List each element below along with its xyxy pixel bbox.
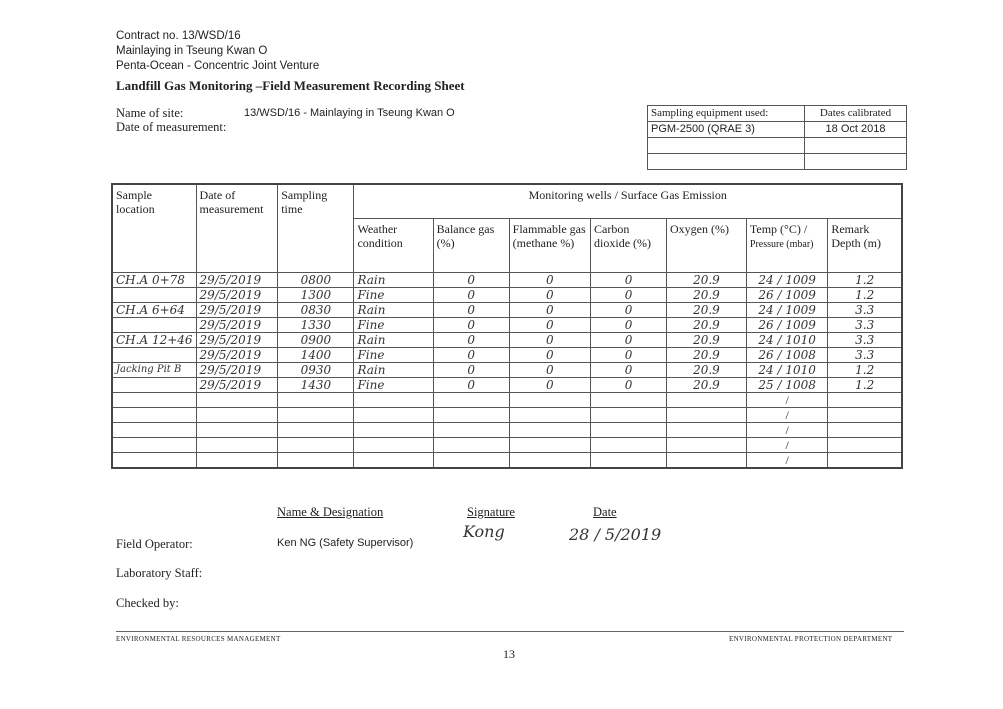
field-operator-name: Ken NG (Safety Supervisor) — [277, 537, 414, 549]
equipment-empty-cell — [648, 154, 805, 170]
equipment-empty-cell — [805, 138, 907, 154]
cell-flammable: 0 — [509, 273, 590, 288]
cell-weather: Fine — [354, 348, 433, 363]
cell-weather — [354, 438, 433, 453]
header-carbon-dioxide: Carbon dioxide (%) — [591, 219, 667, 273]
cell-balance — [433, 393, 509, 408]
cell-remark: 1.2 — [828, 273, 902, 288]
table-row — [112, 393, 902, 408]
footer-divider — [116, 631, 904, 632]
cell-temp-pressure: 24 / 1009 — [746, 273, 827, 288]
cell-balance — [433, 408, 509, 423]
footer-left: ENVIRONMENTAL RESOURCES MANAGEMENT — [116, 635, 281, 643]
header-temp-pressure — [746, 219, 827, 273]
cell-co2: 0 — [591, 288, 667, 303]
cell-balance: 0 — [433, 303, 509, 318]
cell-remark: 3.3 — [828, 348, 902, 363]
cell-oxygen: 20.9 — [666, 363, 746, 378]
cell-co2 — [591, 438, 667, 453]
cell-remark: 1.2 — [828, 288, 902, 303]
table-row — [112, 303, 902, 318]
cell-flammable: 0 — [509, 318, 590, 333]
equipment-table — [647, 105, 907, 170]
header-balance-gas: Balance gas (%) — [433, 219, 509, 273]
cell-weather: Rain — [354, 363, 433, 378]
header-location: Sample location — [112, 184, 196, 273]
measurement-date-label: Date of measurement: — [116, 120, 227, 134]
cell-co2: 0 — [591, 303, 667, 318]
cell-location — [112, 453, 196, 469]
cell-remark: 3.3 — [828, 318, 902, 333]
cell-oxygen: 20.9 — [666, 333, 746, 348]
cell-remark: 3.3 — [828, 303, 902, 318]
cell-date: 29/5/2019 — [196, 318, 278, 333]
cell-co2: 0 — [591, 318, 667, 333]
contractor-name: Penta-Ocean - Concentric Joint Venture — [116, 60, 320, 72]
signature-header: Signature — [467, 505, 515, 519]
cell-time: 1400 — [278, 348, 354, 363]
cell-co2: 0 — [591, 333, 667, 348]
field-operator-label: Field Operator: — [116, 537, 193, 551]
cell-flammable — [509, 453, 590, 469]
cell-date: 29/5/2019 — [196, 333, 278, 348]
cell-time — [278, 408, 354, 423]
header-remark: Remark Depth (m) — [828, 219, 902, 273]
cell-oxygen — [666, 438, 746, 453]
field-operator-date: 28 / 5/2019 — [569, 525, 662, 544]
cell-weather: Fine — [354, 288, 433, 303]
cell-temp-pressure: 25 / 1008 — [746, 378, 827, 393]
cell-weather: Fine — [354, 318, 433, 333]
cell-time: 1300 — [278, 288, 354, 303]
header-oxygen: Oxygen (%) — [666, 219, 746, 273]
cell-weather: Fine — [354, 378, 433, 393]
cell-co2 — [591, 423, 667, 438]
cell-date: 29/5/2019 — [196, 363, 278, 378]
cell-oxygen — [666, 393, 746, 408]
cell-co2: 0 — [591, 348, 667, 363]
cell-flammable — [509, 423, 590, 438]
table-row — [112, 333, 902, 348]
cell-location — [112, 288, 196, 303]
cell-location — [112, 423, 196, 438]
cell-co2: 0 — [591, 378, 667, 393]
cell-remark — [828, 423, 902, 438]
cell-flammable: 0 — [509, 288, 590, 303]
cell-balance: 0 — [433, 318, 509, 333]
cell-oxygen: 20.9 — [666, 288, 746, 303]
cell-date — [196, 393, 278, 408]
cell-time: 1430 — [278, 378, 354, 393]
cell-oxygen — [666, 423, 746, 438]
calibration-header: Dates calibrated — [805, 106, 907, 122]
cell-balance: 0 — [433, 333, 509, 348]
cell-date — [196, 423, 278, 438]
cell-flammable: 0 — [509, 363, 590, 378]
date-header: Date — [593, 505, 617, 519]
cell-location — [112, 378, 196, 393]
cell-temp-pressure: / — [746, 438, 827, 453]
cell-temp-pressure: / — [746, 453, 827, 469]
table-row — [112, 423, 902, 438]
field-operator-signature: Kong — [463, 522, 505, 541]
table-row — [112, 348, 902, 363]
cell-time — [278, 438, 354, 453]
cell-time — [278, 393, 354, 408]
site-name-label: Name of site: — [116, 106, 184, 120]
cell-weather — [354, 423, 433, 438]
contract-number: Contract no. 13/WSD/16 — [116, 30, 241, 42]
cell-date: 29/5/2019 — [196, 348, 278, 363]
cell-flammable — [509, 438, 590, 453]
cell-flammable: 0 — [509, 303, 590, 318]
sheet-title: Landfill Gas Monitoring –Field Measurement Recording Sheet — [116, 78, 465, 93]
cell-remark: 1.2 — [828, 378, 902, 393]
cell-remark: 1.2 — [828, 363, 902, 378]
cell-co2 — [591, 453, 667, 469]
cell-time: 0900 — [278, 333, 354, 348]
cell-date: 29/5/2019 — [196, 303, 278, 318]
cell-remark — [828, 453, 902, 469]
header-pressure: Pressure (mbar) — [749, 239, 814, 250]
cell-balance — [433, 423, 509, 438]
equipment-empty-cell — [805, 154, 907, 170]
cell-weather — [354, 408, 433, 423]
checked-by-label: Checked by: — [116, 596, 179, 610]
cell-remark — [828, 408, 902, 423]
cell-location — [112, 408, 196, 423]
cell-location — [112, 438, 196, 453]
table-row — [112, 408, 902, 423]
table-row — [112, 453, 902, 469]
header-date: Date of measurement — [196, 184, 278, 273]
cell-co2: 0 — [591, 363, 667, 378]
cell-temp-pressure: 24 / 1010 — [746, 333, 827, 348]
measurement-table — [111, 183, 903, 469]
cell-oxygen: 20.9 — [666, 273, 746, 288]
cell-temp-pressure: 24 / 1009 — [746, 303, 827, 318]
cell-flammable — [509, 393, 590, 408]
name-designation-header: Name & Designation — [277, 505, 384, 519]
cell-temp-pressure: 26 / 1009 — [746, 288, 827, 303]
cell-time — [278, 423, 354, 438]
cell-balance: 0 — [433, 363, 509, 378]
laboratory-staff-label: Laboratory Staff: — [116, 566, 203, 580]
cell-balance: 0 — [433, 273, 509, 288]
cell-co2 — [591, 393, 667, 408]
cell-flammable: 0 — [509, 348, 590, 363]
table-row — [112, 273, 902, 288]
cell-location — [112, 348, 196, 363]
cell-date: 29/5/2019 — [196, 273, 278, 288]
cell-temp-pressure: 26 / 1008 — [746, 348, 827, 363]
cell-temp-pressure: 24 / 1010 — [746, 363, 827, 378]
footer-right: ENVIRONMENTAL PROTECTION DEPARTMENT — [729, 635, 893, 643]
site-name-value: 13/WSD/16 - Mainlaying in Tseung Kwan O — [244, 107, 455, 119]
cell-balance: 0 — [433, 348, 509, 363]
cell-remark: 3.3 — [828, 333, 902, 348]
cell-time — [278, 453, 354, 469]
equipment-empty-cell — [648, 138, 805, 154]
cell-co2 — [591, 408, 667, 423]
cell-temp-pressure: / — [746, 423, 827, 438]
cell-time: 1330 — [278, 318, 354, 333]
cell-weather: Rain — [354, 273, 433, 288]
cell-oxygen — [666, 408, 746, 423]
cell-time: 0930 — [278, 363, 354, 378]
cell-oxygen: 20.9 — [666, 378, 746, 393]
header-temp: Temp (°C) / — [749, 222, 808, 236]
calibration-value: 18 Oct 2018 — [805, 122, 907, 138]
cell-flammable: 0 — [509, 333, 590, 348]
cell-remark — [828, 393, 902, 408]
cell-balance — [433, 453, 509, 469]
cell-time: 0830 — [278, 303, 354, 318]
project-name: Mainlaying in Tseung Kwan O — [116, 45, 268, 57]
cell-date: 29/5/2019 — [196, 288, 278, 303]
cell-weather — [354, 393, 433, 408]
cell-location — [112, 318, 196, 333]
cell-temp-pressure: 26 / 1009 — [746, 318, 827, 333]
cell-date: 29/5/2019 — [196, 378, 278, 393]
header-monitoring-group: Monitoring wells / Surface Gas Emission — [354, 184, 902, 219]
table-row — [112, 318, 902, 333]
cell-oxygen: 20.9 — [666, 348, 746, 363]
header-time: Sampling time — [278, 184, 354, 273]
cell-location: CH.A 12+46 — [112, 333, 196, 348]
page-number: 13 — [503, 647, 515, 661]
cell-date — [196, 408, 278, 423]
cell-date — [196, 438, 278, 453]
header-weather: Weather condition — [354, 219, 433, 273]
table-row — [112, 363, 902, 378]
cell-balance: 0 — [433, 288, 509, 303]
table-row — [112, 438, 902, 453]
table-row — [112, 288, 902, 303]
table-row — [112, 378, 902, 393]
cell-flammable — [509, 408, 590, 423]
equipment-header: Sampling equipment used: — [648, 106, 805, 122]
cell-weather: Rain — [354, 333, 433, 348]
cell-co2: 0 — [591, 273, 667, 288]
cell-location: Jacking Pit B — [112, 363, 196, 378]
cell-weather: Rain — [354, 303, 433, 318]
cell-balance — [433, 438, 509, 453]
equipment-value: PGM-2500 (QRAE 3) — [648, 122, 805, 138]
header-flammable-gas: Flammable gas (methane %) — [509, 219, 590, 273]
cell-oxygen: 20.9 — [666, 303, 746, 318]
cell-temp-pressure: / — [746, 393, 827, 408]
cell-time: 0800 — [278, 273, 354, 288]
cell-oxygen — [666, 453, 746, 469]
cell-weather — [354, 453, 433, 469]
cell-oxygen: 20.9 — [666, 318, 746, 333]
cell-date — [196, 453, 278, 469]
cell-location: CH.A 0+78 — [112, 273, 196, 288]
cell-flammable: 0 — [509, 378, 590, 393]
cell-temp-pressure: / — [746, 408, 827, 423]
cell-location — [112, 393, 196, 408]
cell-balance: 0 — [433, 378, 509, 393]
cell-location: CH.A 6+64 — [112, 303, 196, 318]
cell-remark — [828, 438, 902, 453]
